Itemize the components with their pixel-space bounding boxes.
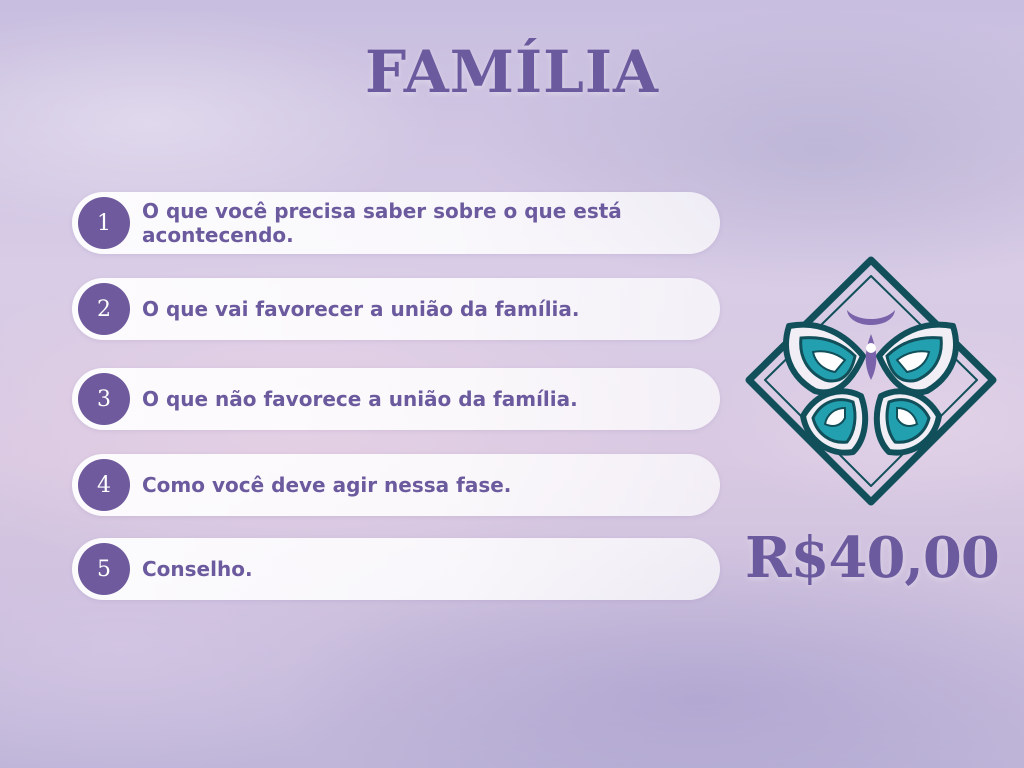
list-item [72,278,720,340]
item-text: O que vai favorecer a união da família. [142,297,580,321]
price-label: R$40,00 [745,525,999,591]
item-text: Como você deve agir nessa fase. [142,473,512,497]
page-title: FAMÍLIA [364,38,660,106]
item-number-badge: 5 [78,543,130,595]
lotus-diamond-icon [745,256,997,506]
list-item [72,192,720,254]
item-text: O que você precisa saber sobre o que está acontecendo. [142,199,622,247]
item-text: Conselho. [142,557,253,581]
item-number-badge: 2 [78,283,130,335]
list-item [72,368,720,430]
item-number-badge: 4 [78,459,130,511]
list-item [72,454,720,516]
list-item [72,538,720,600]
item-number-badge: 3 [78,373,130,425]
item-number-badge: 1 [78,197,130,249]
item-text: O que não favorece a união da família. [142,387,578,411]
